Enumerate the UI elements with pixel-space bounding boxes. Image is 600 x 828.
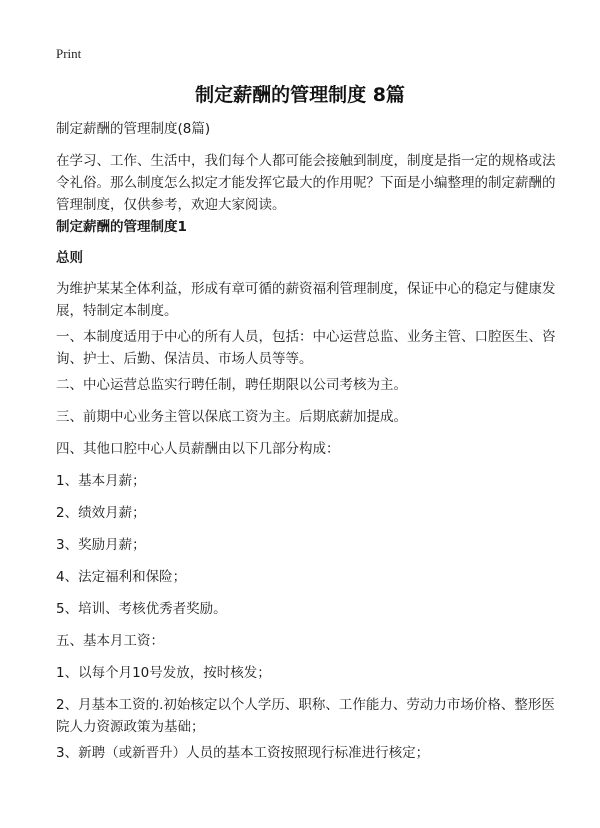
list-item: 1、以每个月10号发放，按时核发；: [56, 665, 271, 681]
paragraph-clause-2: 二、中心运营总监实行聘任制，聘任期限以公司考核为主。: [56, 377, 407, 393]
paragraph-clause-1: 一、本制度适用于中心的所有人员，包括：中心运营总监、业务主管、口腔医生、咨询、护士、后勤、保洁员、市场人员等等。: [56, 329, 556, 367]
list-item: 3、新聘（或新晋升）人员的基本工资按照现行标准进行核定；: [56, 745, 430, 761]
paragraph-clause-3: 三、前期中心业务主管以保底工资为主。后期底薪加提成。: [56, 409, 407, 425]
paragraph-clause-5: 五、基本月工资：: [56, 633, 164, 649]
subtitle: 制定薪酬的管理制度(8篇): [56, 121, 211, 137]
list-item: 2、绩效月薪；: [56, 505, 146, 521]
print-label: Print: [56, 46, 82, 61]
list-item: 2、月基本工资的.初始核定以个人学历、职称、工作能力、劳动力市场价格、整形医院人力资源政策为基础；: [56, 697, 555, 735]
list-item: 4、法定福利和保险；: [56, 569, 187, 585]
general-heading: 总则: [56, 250, 83, 266]
list-item: 3、奖励月薪；: [56, 537, 146, 553]
page-title: 制定薪酬的管理制度 8篇: [195, 84, 405, 106]
section-heading: 制定薪酬的管理制度1: [56, 219, 187, 235]
list-item: 1、基本月薪；: [56, 473, 146, 489]
paragraph-purpose: 为维护某某全体利益，形成有章可循的薪资福利管理制度，保证中心的稳定与健康发展，特制定本制度。: [56, 281, 556, 319]
intro-paragraph: 在学习、工作、生活中，我们每个人都可能会接触到制度，制度是指一定的规格或法令礼俗。那么制度怎么拟定才能发挥它最大的作用呢？下面是小编整理的制定薪酬的管理制度，仅供参考，欢迎大家阅读。: [56, 153, 556, 213]
list-item: 5、培训、考核优秀者奖励。: [56, 601, 227, 617]
paragraph-clause-4: 四、其他口腔中心人员薪酬由以下几部分构成：: [56, 441, 340, 457]
